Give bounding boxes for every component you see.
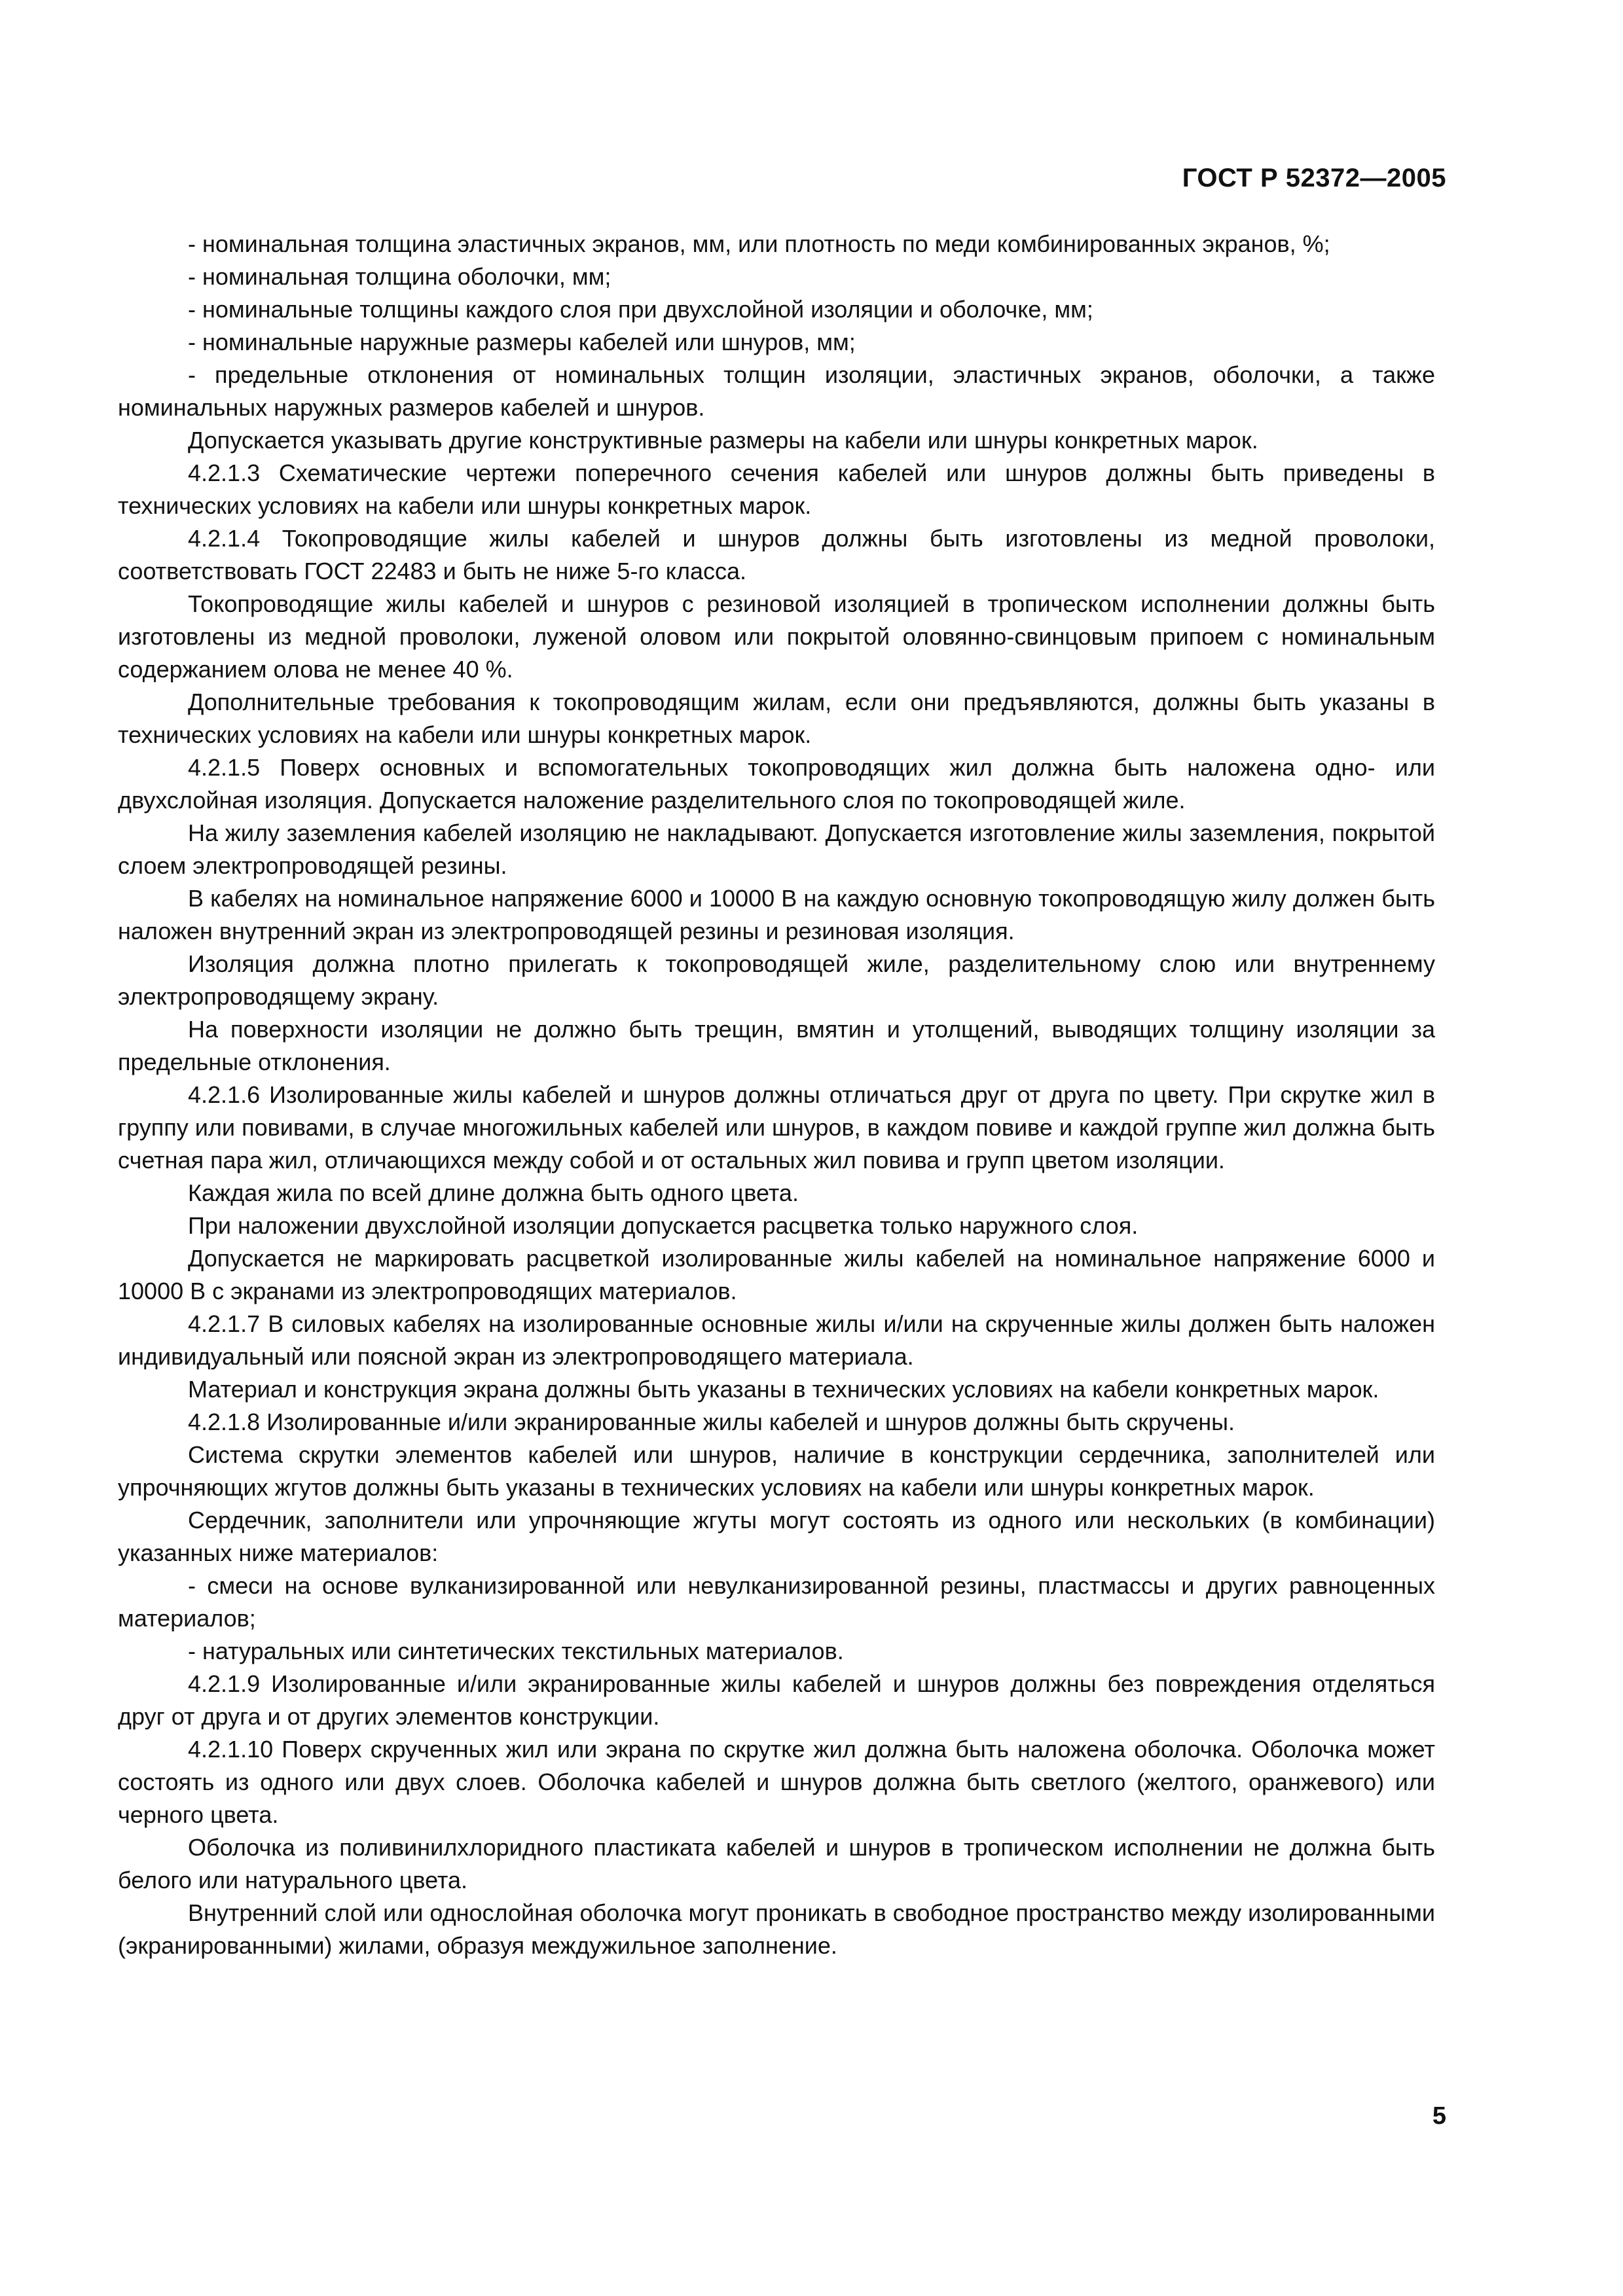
paragraph: Сердечник, заполнители или упрочняющие жгуты могут состоять из одного или нескольких (в комбинации) указанных ниже материалов: — [118, 1507, 1435, 1566]
paragraph: Внутренний слой или однослойная оболочка могут проникать в свободное пространство между изолированными (экранированными) жилами, образуя междужильное заполнение. — [118, 1899, 1435, 1959]
paragraph: 4.2.1.6 Изолированные жилы кабелей и шнуров должны отличаться друг от друга по цвету. При скрутке жил в группу или повивами, в случае многожильных кабелей или шнуров, в каждом повиве и каждой группе жил должна быть счетная пара жил, отличающихся между собой и от остальных жил повива и групп цветом изоляции. — [118, 1081, 1435, 1174]
paragraph: 4.2.1.9 Изолированные и/или экранированные жилы кабелей и шнуров должны без повреждения отделяться друг от друга и от других элементов конструкции. — [118, 1670, 1435, 1730]
paragraph: 4.2.1.4 Токопроводящие жилы кабелей и шнуров должны быть изготовлены из медной проволоки, соответствовать ГОСТ 22483 и быть не ниже 5-го класса. — [118, 525, 1435, 584]
paragraph: В кабелях на номинальное напряжение 6000 и 10000 В на каждую основную токопроводящую жилу должен быть наложен внутренний экран из электропроводящей резины и резиновая изоляция. — [118, 885, 1435, 944]
paragraph: На жилу заземления кабелей изоляцию не накладывают. Допускается изготовление жилы заземления, покрытой слоем электропроводящей резины. — [118, 819, 1435, 879]
paragraph: - номинальные наружные размеры кабелей или шнуров, мм; — [188, 329, 856, 355]
paragraph: Материал и конструкция экрана должны быть указаны в технических условиях на кабели конкретных марок. — [188, 1376, 1379, 1403]
body-text — [118, 228, 1435, 1962]
paragraph: Каждая жила по всей длине должна быть одного цвета. — [188, 1179, 799, 1206]
paragraph: Токопроводящие жилы кабелей и шнуров с резиновой изоляцией в тропическом исполнении должны быть изготовлены из медной проволоки, луженой оловом или покрытой оловянно-свинцовым припоем с номинальным содержанием олова не менее 40 %. — [118, 590, 1435, 683]
paragraph: - натуральных или синтетических текстильных материалов. — [188, 1638, 844, 1664]
paragraph: Система скрутки элементов кабелей или шнуров, наличие в конструкции сердечника, заполнителей или упрочняющих жгутов должны быть указаны в технических условиях на кабели или шнуры конкретных марок. — [118, 1441, 1435, 1501]
paragraph: 4.2.1.5 Поверх основных и вспомогательных токопроводящих жил должна быть наложена одно- или двухслойная изоляция. Допускается наложение разделительного слоя по токопроводящей жиле. — [118, 754, 1435, 814]
paragraph: 4.2.1.8 Изолированные и/или экранированные жилы кабелей и шнуров должны быть скручены. — [188, 1408, 1235, 1435]
paragraph: 4.2.1.10 Поверх скрученных жил или экрана по скрутке жил должна быть наложена оболочка. Оболочка может состоять из одного или двух слоев. Оболочка кабелей и шнуров должна быть светлого (желтого, оранжевого) или черного цвета. — [118, 1736, 1435, 1828]
paragraph: - номинальная толщина оболочки, мм; — [188, 263, 611, 290]
page-number: 5 — [1432, 2102, 1446, 2130]
paragraph: Допускается указывать другие конструктивные размеры на кабели или шнуры конкретных марок. — [188, 427, 1258, 454]
document-id-header: ГОСТ Р 52372—2005 — [1182, 164, 1446, 192]
paragraph: 4.2.1.3 Схематические чертежи поперечного сечения кабелей или шнуров должны быть приведены в технических условиях на кабели или шнуры конкретных марок. — [118, 459, 1435, 519]
paragraph: При наложении двухслойной изоляции допускается расцветка только наружного слоя. — [188, 1212, 1139, 1239]
paragraph: Дополнительные требования к токопроводящим жилам, если они предъявляются, должны быть указаны в технических условиях на кабели или шнуры конкретных марок. — [118, 689, 1435, 748]
paragraph: - смеси на основе вулканизированной или невулканизированной резины, пластмассы и других равноценных материалов; — [118, 1572, 1435, 1632]
paragraph: Изоляция должна плотно прилегать к токопроводящей жиле, разделительному слою или внутреннему электропроводящему экрану. — [118, 950, 1435, 1010]
paragraph: 4.2.1.7 В силовых кабелях на изолированные основные жилы и/или на скрученные жилы должен быть наложен индивидуальный или поясной экран из электропроводящего материала. — [118, 1310, 1435, 1370]
paragraph: - номинальная толщина эластичных экранов, мм, или плотность по меди комбинированных экранов, %; — [188, 230, 1330, 257]
paragraph: На поверхности изоляции не должно быть трещин, вмятин и утолщений, выводящих толщину изоляции за предельные отклонения. — [118, 1016, 1435, 1075]
paragraph: Оболочка из поливинилхлоридного пластиката кабелей и шнуров в тропическом исполнении не должна быть белого или натурального цвета. — [118, 1834, 1435, 1893]
paragraph: Допускается не маркировать расцветкой изолированные жилы кабелей на номинальное напряжение 6000 и 10000 В с экранами из электропроводящих материалов. — [118, 1245, 1435, 1304]
paragraph: - номинальные толщины каждого слоя при двухслойной изоляции и оболочке, мм; — [188, 296, 1093, 323]
paragraph: - предельные отклонения от номинальных толщин изоляции, эластичных экранов, оболочки, а также номинальных наружных размеров кабелей и шнуров. — [118, 361, 1435, 421]
